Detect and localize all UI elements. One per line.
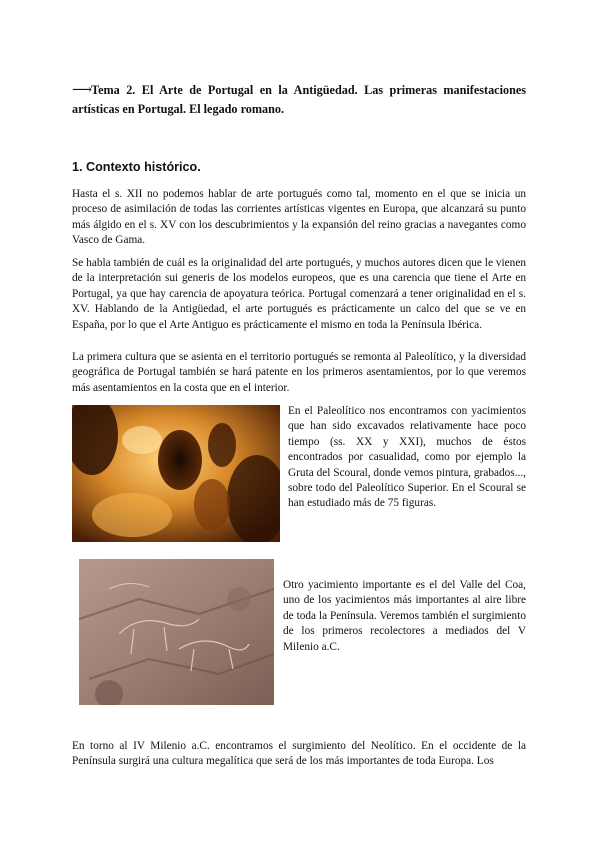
section-heading: 1. Contexto histórico. [72, 160, 201, 174]
arrow-icon: ⟶ [72, 83, 92, 98]
cave-photo [72, 405, 280, 542]
rock-art-description: Otro yacimiento importante es el del Valle del Coa, uno de los yacimientos más importantes al aire libre de toda la Península. Veremos también el surgimiento de los primeros recolectores a mediados del V Milenio a.C. [283, 579, 526, 653]
cave-description: En el Paleolítico nos encontramos con yacimientos que han sido excavados relativamente hace poco tiempo (ss. XX y XXI), muchos de éstos encontrados por casualidad, como por ejemplo la Gruta del Scoural, donde vemos pintura, grabados..., sobre todo del Paleolítico Superior. En el Scoural se han estudiado más de 75 figuras. [288, 405, 526, 510]
rock-art-photo [79, 559, 274, 705]
cave-photo-graphic [72, 405, 280, 542]
document-title [72, 81, 526, 118]
paragraph-4: En torno al IV Milenio a.C. encontramos el surgimiento del Neolítico. En el occidente de la Península surgirá una cultura megalítica que será de los más importantes de toda Europa. Los [72, 740, 526, 768]
paragraph-1: Hasta el s. XII no podemos hablar de arte portugués como tal, momento en el que se inicia un proceso de asimilación de todas las corrientes artísticas vigentes en Europa, que alcanzará su punto más álgido en el s. XV con los descubrimientos y la expansión del reino gracias a navegantes como Vasco de Gama. [72, 188, 526, 247]
paragraph-2: Se habla también de cuál es la originalidad del arte portugués, y muchos autores dicen que le vienen de la interpretación sui generis de los modelos europeos, que es una carencia que tiene el Arte en Portugal, ya que hay carencia de apoyatura teórica. Portugal comenzará a tener originalidad en el s. XV. Hablando de la Antigüedad, el arte portugués es prácticamente un calco del que se ve en España, por lo que el Arte Antiguo es prácticamente el mismo en toda la Península Ibérica. [72, 257, 526, 331]
paragraph-3: La primera cultura que se asienta en el territorio portugués se remonta al Paleolítico, y la diversidad geográfica de Portugal también se hará patente en los primeros asentamientos, por lo que veremos más asentamientos en la costa que en el interior. [72, 351, 526, 394]
title-text: Tema 2. El Arte de Portugal en la Antigüedad. Las primeras manifestaciones artísticas en Portugal. El legado romano. [72, 83, 526, 116]
rock-art-graphic [79, 559, 274, 705]
